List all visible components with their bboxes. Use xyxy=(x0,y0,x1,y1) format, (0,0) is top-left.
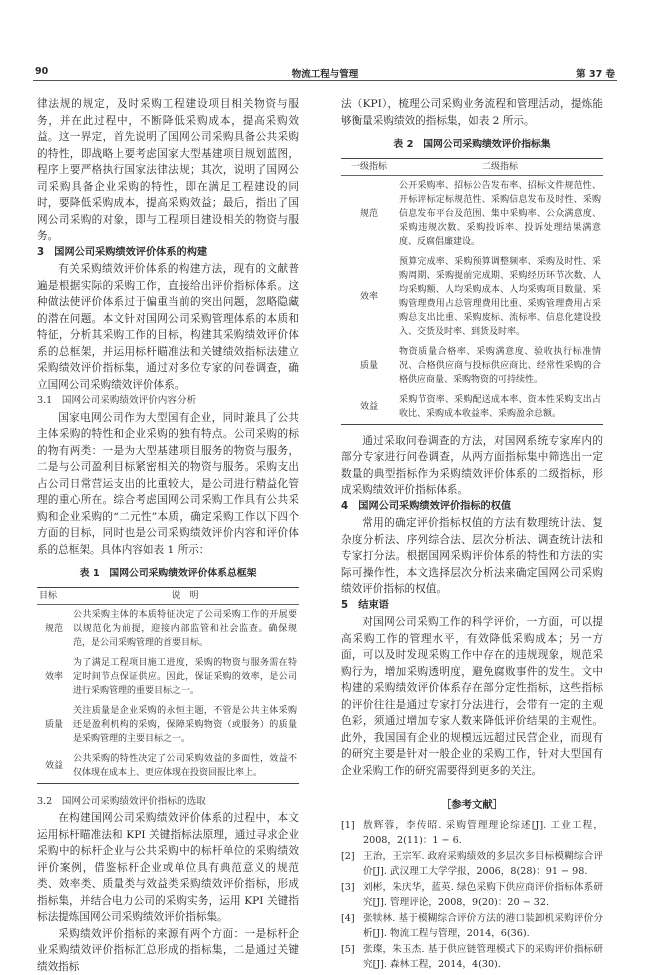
paragraph: 国家电网公司作为大型国有企业，同时兼具了公共主体采购的特性和企业采购的独有特点。公司采购的标的物有两类：一是为大型基建项目服务的物资与服务，二是与公司盈利目标紧密相关的物资与服务。采购支出占公司日常营运支出的比重较大，是公司进行精益化管理的重心所在。综合考虑国网公司采购工作具有公共采购和企业采购的“二元性”本质，确定采购工作以下四个方面的目标，同时也是公司采购绩效评价内容和评价体系的总框架。具体内容如表 1 所示： xyxy=(37,410,299,559)
reference-text: 张犊林. 基于模糊综合评价方法的港口装卸机采购评价分析[J]. 物流工程与管理，2014，6(36). xyxy=(363,911,603,942)
paragraph: 采购绩效评价指标的来源有两个方面：一是标杆企业采购绩效评价指标汇总形成的指标集，二是通过关键绩效指标 xyxy=(37,926,299,975)
page-number: 90 xyxy=(35,66,48,77)
paragraph: 律法规的规定，及时采购工程建设项目相关物资与服务，并在此过程中，不断降低采购成本，提高采购效益。这一界定，首先说明了国网公司采购具备公共采购的特性，即战略上要考虑国家大型基建项目规划蓝图，程序上要严格执行国家法律法规；其次，说明了国网公司采购具备企业采购的特性，即在满足工程建设的同时，要降低采购成本，提高采购效益；最后，指出了国网公司采购的对象，即与工程项目建设相关的物资与服务。 xyxy=(37,96,299,245)
table1-header-desc: 说 明 xyxy=(71,587,299,604)
table2-header-level1: 一级指标 xyxy=(341,158,397,175)
table2 xyxy=(341,158,603,425)
reference-item xyxy=(341,942,603,973)
paragraph: 法（KPI），梳理公司采购业务流程和管理活动，提炼能够衡量采购绩效的指标集，如表 2 所示。 xyxy=(341,96,603,129)
table1-goal: 效率 xyxy=(37,653,71,701)
reference-text: 敖辉蓉，李传昭. 采购管理理论综述[J]. 工业工程，2008，2(11)：1 − 6. xyxy=(363,818,603,849)
section-heading-5: 5 结束语 xyxy=(341,598,603,615)
table2-level2: 采购节资率、采购配送成本率、资本性采购支出占收比、采购成本收益率、采购盈余总额。 xyxy=(397,390,603,425)
reference-item xyxy=(341,849,603,880)
running-header xyxy=(33,64,617,81)
table-row xyxy=(341,252,603,342)
table-row xyxy=(37,701,299,749)
table2-level1: 质量 xyxy=(341,342,397,390)
table1-goal: 效益 xyxy=(37,749,71,784)
left-column xyxy=(37,96,299,975)
subsection-heading-3-1: 3.1 国网公司采购绩效评价内容分析 xyxy=(37,393,299,410)
paragraph: 通过采取问卷调查的方法，对国网系统专家库内的部分专家进行问卷调查，从两方面指标集中筛选出一定数量的典型指标作为采购绩效评价体系的二级指标，形成采购绩效评价指标体系。 xyxy=(341,433,603,499)
reference-text: 王治，王宗军. 政府采购绩效的多层次多目标模糊综合评价[J]. 武汉理工大学学报，2006，8(28)：91 − 98. xyxy=(363,849,603,880)
table1-header-goal: 目标 xyxy=(37,587,71,604)
reference-number: [3] xyxy=(341,880,363,911)
reference-number: [1] xyxy=(341,818,363,849)
table1-goal: 规范 xyxy=(37,604,71,653)
reference-number: [5] xyxy=(341,942,363,973)
table1-caption: 表 1 国网公司采购绩效评价体系总框架 xyxy=(37,566,299,583)
table1-desc: 为了满足工程项目施工进度，采购的物资与服务需在特定时间节点保证供应。因此，保证采购的效率，是公司进行采购管理的重要目标之一。 xyxy=(71,653,299,701)
table-row xyxy=(37,749,299,784)
table2-level2: 预算完成率、采购预算调整频率、采购及时性、采购周期、采购提前完成期、采购经历环节次数、人均采购额、人均采购成本、人均采购项目数量、采购管理费用占总管理费用比重、采购管理费用占采购总支出比重、采购废标、流标率、信息化建设投入、交货及时率、到货及时率。 xyxy=(397,252,603,342)
table2-caption: 表 2 国网公司采购绩效评价指标集 xyxy=(341,137,603,154)
table1-desc: 公共采购的特性决定了公司采购效益的多面性，效益不仅体现在成本上、更应体现在投资回报比率上。 xyxy=(71,749,299,784)
volume-label: 第 37 卷 xyxy=(576,66,615,80)
table1 xyxy=(37,587,299,784)
reference-item xyxy=(341,818,603,849)
references-heading: ［参考文献］ xyxy=(341,797,603,814)
paragraph: 有关采购绩效评价体系的构建方法，现有的文献普遍是根据实际的采购工作，直接给出评价指标体系。这种做法使评价体系过于偏重当前的突出问题，忽略隐藏的潜在问题。本文针对国网公司采购管理体系的本质和特征，分析其采购工作的目标，构建其采购绩效评价体系的总框架，并运用标杆瞄准法和关键绩效指标法建立采购绩效评价指标集，通过对多位专家的问卷调查，确立国网公司采购绩效评价体系。 xyxy=(37,261,299,393)
table1-goal: 质量 xyxy=(37,701,71,749)
table-row xyxy=(37,604,299,653)
table2-header-level2: 二级指标 xyxy=(397,158,603,175)
table-row xyxy=(341,342,603,390)
section-heading-4: 4 国网公司采购绩效评价指标的权值 xyxy=(341,499,603,516)
table2-level1: 效益 xyxy=(341,390,397,425)
paragraph: 在构建国网公司采购绩效评价体系的过程中，本文运用标杆瞄准法和 KPI 关键指标法原理，通过寻求企业采购中的标杆企业与公共采购中的标杆单位的采购绩效评价案例，借鉴标杆企业或单位具有典范意义的规范类、效率类、质量类与效益类采购绩效评价指标，形成指标集，并结合电力公司的采购实务，运用 KPI 关键指标法提炼国网公司采购绩效评价指标集。 xyxy=(37,810,299,926)
table1-desc: 公共采购主体的本质特征决定了公司采购工作的开展要以规范化为前提，迎接内部监管和社会监查。确保规范，是公司采购管理的首要目标。 xyxy=(71,604,299,653)
section-heading-3: 3 国网公司采购绩效评价体系的构建 xyxy=(37,245,299,262)
reference-text: 刘彬，朱庆华，蓝英. 绿色采购下供应商评价指标体系研究[J]. 管理评论，2008，9(20)：20 − 32. xyxy=(363,880,603,911)
reference-text: 张璨，朱玉杰. 基于供应链管理模式下的采购评价指标研究[J]. 森林工程，2014，4(30). xyxy=(363,942,603,973)
paragraph: 常用的确定评价指标权值的方法有数理统计法、复杂度分析法、序列综合法、层次分析法、调查统计法和专家打分法。根据国网采购评价体系的特性和方法的实际可操作性，本文选择层次分析法来确定国网公司采购绩效评价指标的权值。 xyxy=(341,515,603,598)
table-row xyxy=(341,390,603,425)
reference-item xyxy=(341,911,603,942)
table-row xyxy=(341,175,603,252)
reference-number: [2] xyxy=(341,849,363,880)
table1-desc: 关注质量是企业采购的永恒主题，不管是公共主体采购还是盈利机构的采购，保障采购物资（或服务）的质量是采购管理的主要目标之一。 xyxy=(71,701,299,749)
paragraph: 对国网公司采购工作的科学评价，一方面，可以提高采购工作的管理水平，有效降低采购成本；另一方面，可以及时发现采购工作中存在的违规现象，规范采购行为，增加采购透明度，避免腐败事件的发生。文中构建的采购绩效评价体系存在部分定性指标，这些指标的评价往往是通过专家打分法进行，会带有一定的主观色彩，须通过增加专家人数来降低评价结果的主观性。此外，我国国有企业的规模远远超过民营企业，而现有的研究主要是针对一般企业的采购工作，针对大型国有企业采购工作的研究需要得到更多的关注。 xyxy=(341,614,603,779)
reference-item xyxy=(341,880,603,911)
table2-level1: 规范 xyxy=(341,175,397,252)
table2-level2: 公开采购率、招标公告发布率、招标文件规范性、开标评标定标规范性、采购信息发布及时性、采购信息发布平台及范围、集中采购率、公众满意度、采购违规次数、采购投诉率、投诉处理结果满意度、反腐倡廉建设。 xyxy=(397,175,603,252)
subsection-heading-3-2: 3.2 国网公司采购绩效评价指标的选取 xyxy=(37,794,299,811)
table2-level1: 效率 xyxy=(341,252,397,342)
journal-title: 物流工程与管理 xyxy=(33,66,617,80)
table-row xyxy=(37,653,299,701)
right-column xyxy=(341,96,603,973)
reference-number: [4] xyxy=(341,911,363,942)
table2-level2: 物资质量合格率、采购满意度、验收执行标准情况、合格供应商与投标供应商比、经常性采购的合格供应商量、采购物资的可持续性。 xyxy=(397,342,603,390)
